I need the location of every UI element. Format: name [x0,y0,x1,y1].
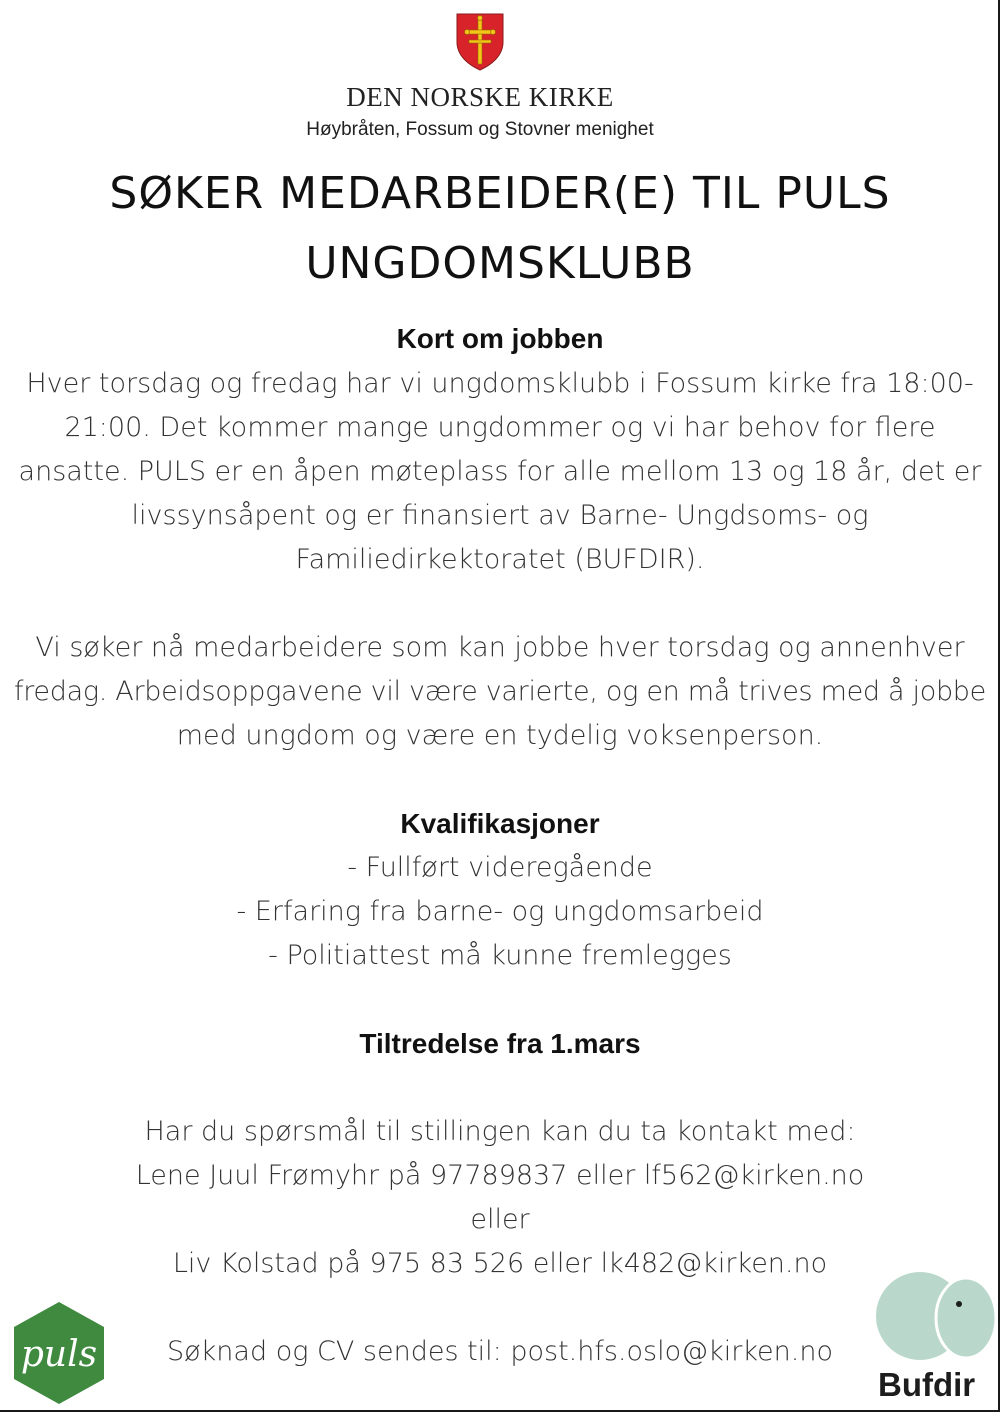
contact-line: Har du spørsmål til stillingen kan du ta kontakt med: [144,1116,856,1147]
page-title-line-2: UNGDOMSKLUBB [305,238,695,289]
page-title-line-1: SØKER MEDARBEIDER(E) TIL PULS [109,168,891,219]
puls-logo-text: puls [20,1334,98,1375]
organization-name: DEN NORSKE KIRKE [346,82,614,112]
contact-line: Lene Juul Frømyhr på 97789837 eller lf562@kirken.no [135,1160,865,1191]
about-line: Familiedirkektoratet (BUFDIR). [295,544,705,575]
seeking-line: med ungdom og være en tydelig voksenperson. [176,720,824,751]
parish-name: Høybråten, Fossum og Stovner menighet [306,119,654,140]
church-shield-icon [455,12,505,72]
contact-line: eller [470,1204,530,1235]
start-date-heading: Tiltredelse fra 1.mars [359,1028,641,1059]
application-line: Søknad og CV sendes til: post.hfs.oslo@kirken.no [167,1336,833,1367]
about-line: ansatte. PULS er en åpen møteplass for alle mellom 13 og 18 år, det er [18,456,982,487]
puls-logo-icon [10,1300,108,1406]
about-heading: Kort om jobben [396,323,604,354]
about-line: Hver torsdag og fredag har vi ungdomsklubb i Fossum kirke fra 18:00- [26,368,974,399]
contact-line: Liv Kolstad på 975 83 526 eller lk482@kirken.no [172,1248,828,1279]
about-line: livssynsåpent og er finansiert av Barne- Ungdsoms- og [131,500,869,531]
about-line: 21:00. Det kommer mange ungdommer og vi har behov for flere [64,412,936,443]
bufdir-logo-icon [872,1272,996,1364]
seeking-line: Vi søker nå medarbeidere som kan jobbe hver torsdag og annenhver [35,632,965,663]
seeking-line: fredag. Arbeidsoppgavene vil være varierte, og en må trives med å jobbe [14,676,986,707]
bufdir-wordmark: Bufdir [878,1366,976,1403]
qualification-item: - Erfaring fra barne- og ungdomsarbeid [236,896,764,927]
qualifications-heading: Kvalifikasjoner [400,808,600,839]
qualification-item: - Fullført videregående [347,852,653,883]
qualification-item: - Politiattest må kunne fremlegges [268,940,732,971]
